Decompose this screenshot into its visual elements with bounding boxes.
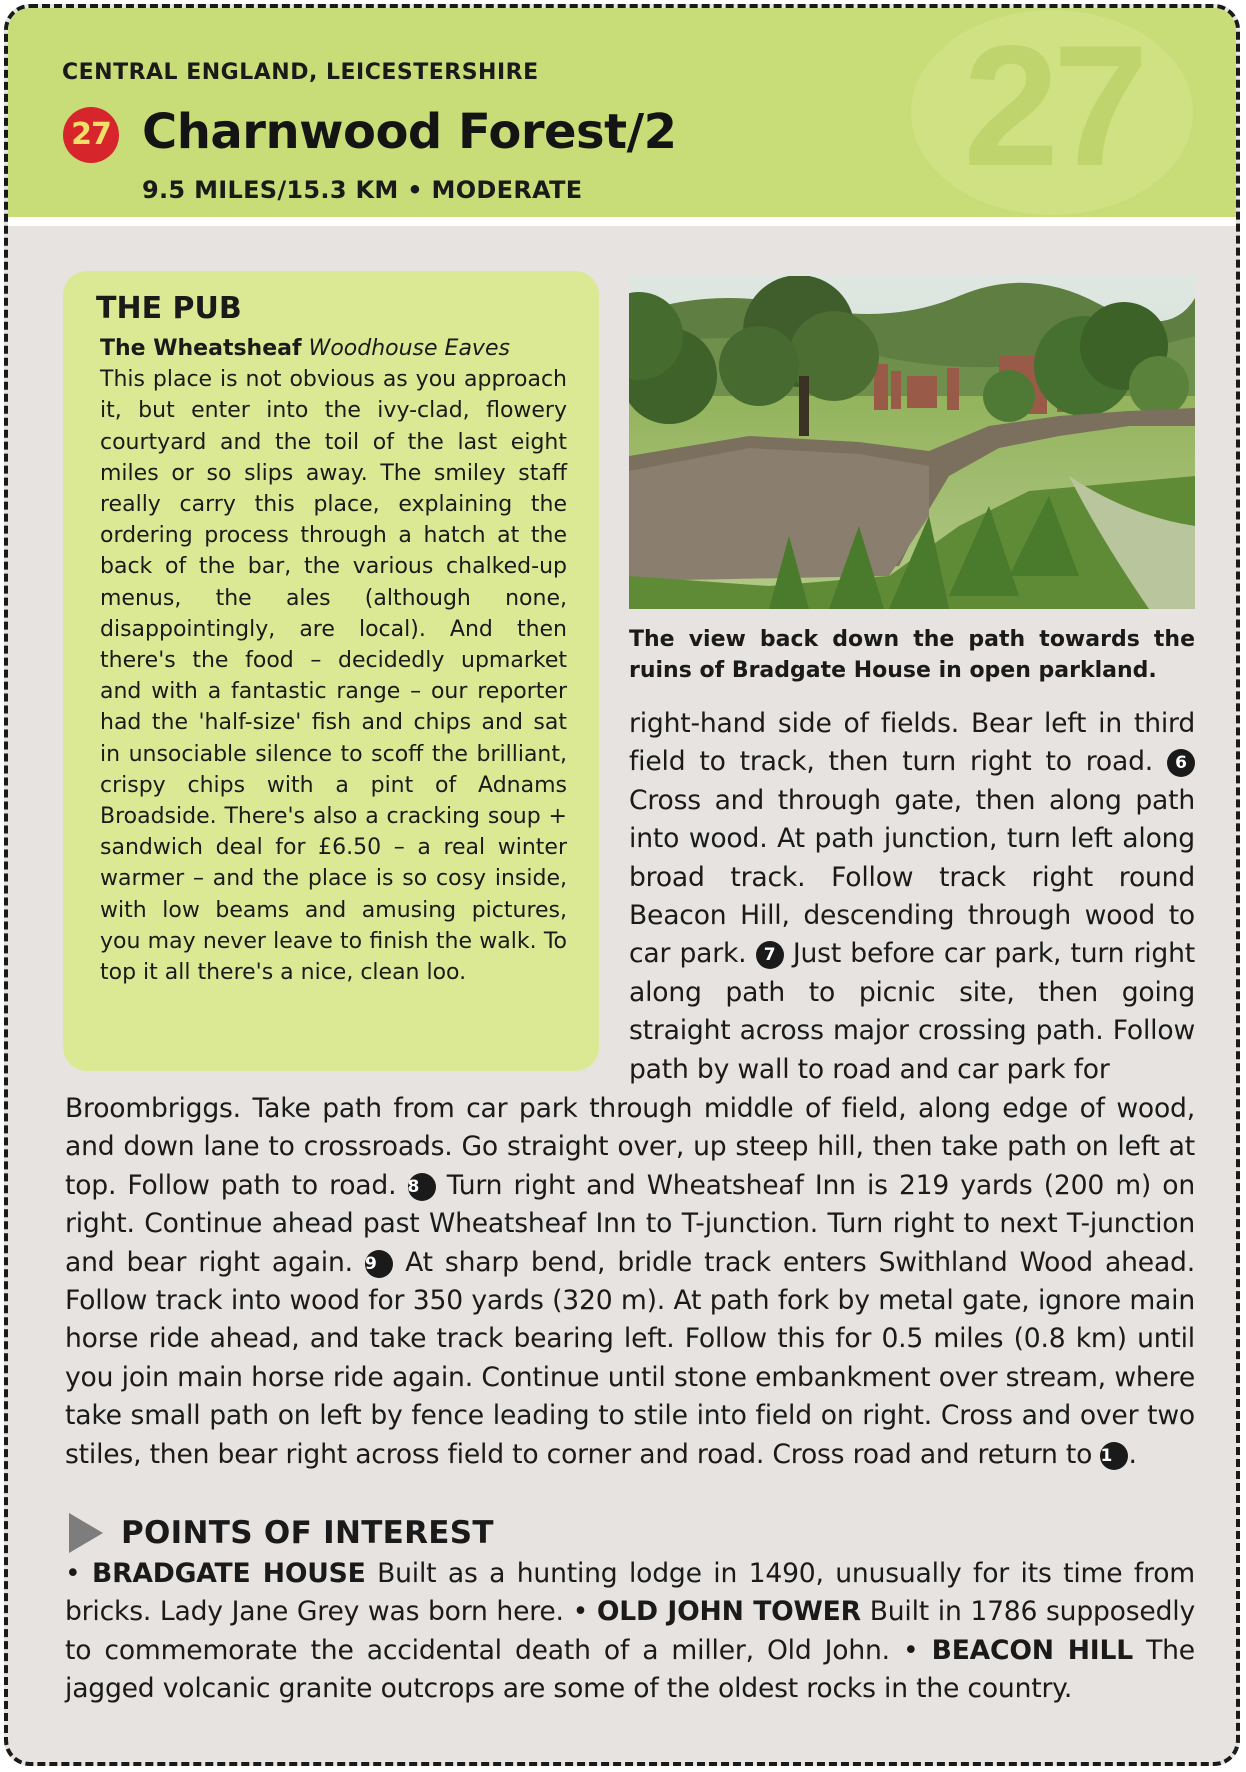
- poi-description: Built in 1786 supposedly to commemorate the accidental death of a miller, Old John.: [65, 1596, 1195, 1666]
- directions-text-3: Just before car park, turn right along path to picnic site, then going straight across major crossing path. Follow path by wall to road and car park for: [629, 938, 1195, 1085]
- background-route-number: 27: [963, 10, 1143, 202]
- pub-name-line: [100, 333, 567, 364]
- directions-text-4: Broombriggs. Take path from car park through middle of field, along edge of wood, and down lane to crossroads. Go straight over, up steep hill, then take path on left at top. Follow path to road.: [65, 1093, 1195, 1201]
- waypoint-marker-9: 9: [365, 1250, 393, 1278]
- poi-name: BEACON HILL: [931, 1634, 1133, 1666]
- waypoint-marker-6: 6: [1167, 749, 1195, 777]
- directions-full-width: [65, 1090, 1195, 1474]
- directions-column: [629, 705, 1195, 1089]
- page-title: Charnwood Forest/2: [142, 104, 677, 160]
- directions-text-2: Cross and through gate, then along path into wood. At path junction, turn left along broad track. Follow track right round Beacon Hill, descending through wood to car park.: [629, 784, 1195, 970]
- pub-location: Woodhouse Eaves: [308, 336, 510, 361]
- route-distance-difficulty: 9.5 MILES/15.3 KM • MODERATE: [142, 176, 583, 204]
- poi-description: The jagged volcanic granite outcrops are some of the oldest rocks in the country.: [65, 1634, 1195, 1705]
- page-card: [4, 4, 1240, 1766]
- directions-text-5: Turn right and Wheatsheaf Inn is 219 yards (200 m) on right. Continue ahead past Wheatsheaf Inn to T-junction. Turn right to next T-junction and bear right again.: [65, 1169, 1195, 1278]
- photo-illustration: [629, 276, 1195, 609]
- poi-name: OLD JOHN TOWER: [596, 1596, 861, 1628]
- pub-body: This place is not obvious as you approach it, but enter into the ivy-clad, flowery courtyard and the toil of the last eight miles or so slips away. The smiley staff really carry this place, explaining the ordering process through a hatch at the back of the bar, the various chalked-up menus, the ales (although none, disappointingly, are local). And then there's the food – decidedly upmarket and with a fantastic range – our reporter had the 'half-size' fish and chips and sat in unsociable silence to scoff the brilliant, crispy chips with a pint of Adnams Broadside. There's also a cracking soup + sandwich deal for £6.50 – a real winter warmer – and the place is so cosy inside, with low beams and amusing pictures, you may never leave to finish the walk. To top it all there's a nice, clean loo.: [100, 367, 567, 986]
- poi-description: Built as a hunting lodge in 1490, unusually for its time from bricks. Lady Jane Grey was born here.: [65, 1558, 1195, 1628]
- route-number-badge: 27: [63, 107, 119, 163]
- poi-name: BRADGATE HOUSE: [92, 1558, 366, 1589]
- photo-caption: The view back down the path towards the ruins of Bradgate House in open parkland.: [629, 627, 1195, 683]
- waypoint-marker-7: 7: [756, 941, 784, 969]
- poi-heading: POINTS OF INTEREST: [121, 1515, 494, 1551]
- triangle-arrow-icon: [69, 1513, 103, 1553]
- header-banner: [8, 8, 1236, 226]
- waypoint-marker-1: 1: [1100, 1442, 1128, 1470]
- pub-description: [100, 333, 567, 988]
- directions-text-6: At sharp bend, bridle track enters Swithland Wood ahead. Follow track into wood for 350 yards (320 m). At path fork by metal gate, ignore main horse ride ahead, and take track bearing left. Follow this for 0.5 miles (0.8 km) until you join main horse ride again. Continue until stone embankment over stream, where take small path on left by fence leading to stile into field on right. Cross and over two stiles, then bear right across field to corner and road. Cross road and return to: [65, 1246, 1195, 1470]
- pub-heading: THE PUB: [96, 291, 242, 326]
- directions-end: .: [1128, 1438, 1137, 1470]
- waypoint-marker-8: 8: [408, 1173, 436, 1201]
- directions-text-1: right-hand side of fields. Bear left in third field to track, then turn right to road.: [629, 708, 1195, 778]
- region-label: CENTRAL ENGLAND, LEICESTERSHIRE: [62, 60, 539, 85]
- poi-list: • BRADGATE HOUSE Built as a hunting lodge in 1490, unusually for its time from bricks. Lady Jane Grey was born here. • OLD JOHN TOWER Built in 1786 supposedly to commemorate the accidental death of a miller, Old John. • BEACON HILL The jagged volcanic granite outcrops are some of the oldest rocks in the country.: [65, 1558, 1195, 1705]
- landscape-photo: [629, 276, 1195, 609]
- pub-name: The Wheatsheaf: [100, 336, 302, 361]
